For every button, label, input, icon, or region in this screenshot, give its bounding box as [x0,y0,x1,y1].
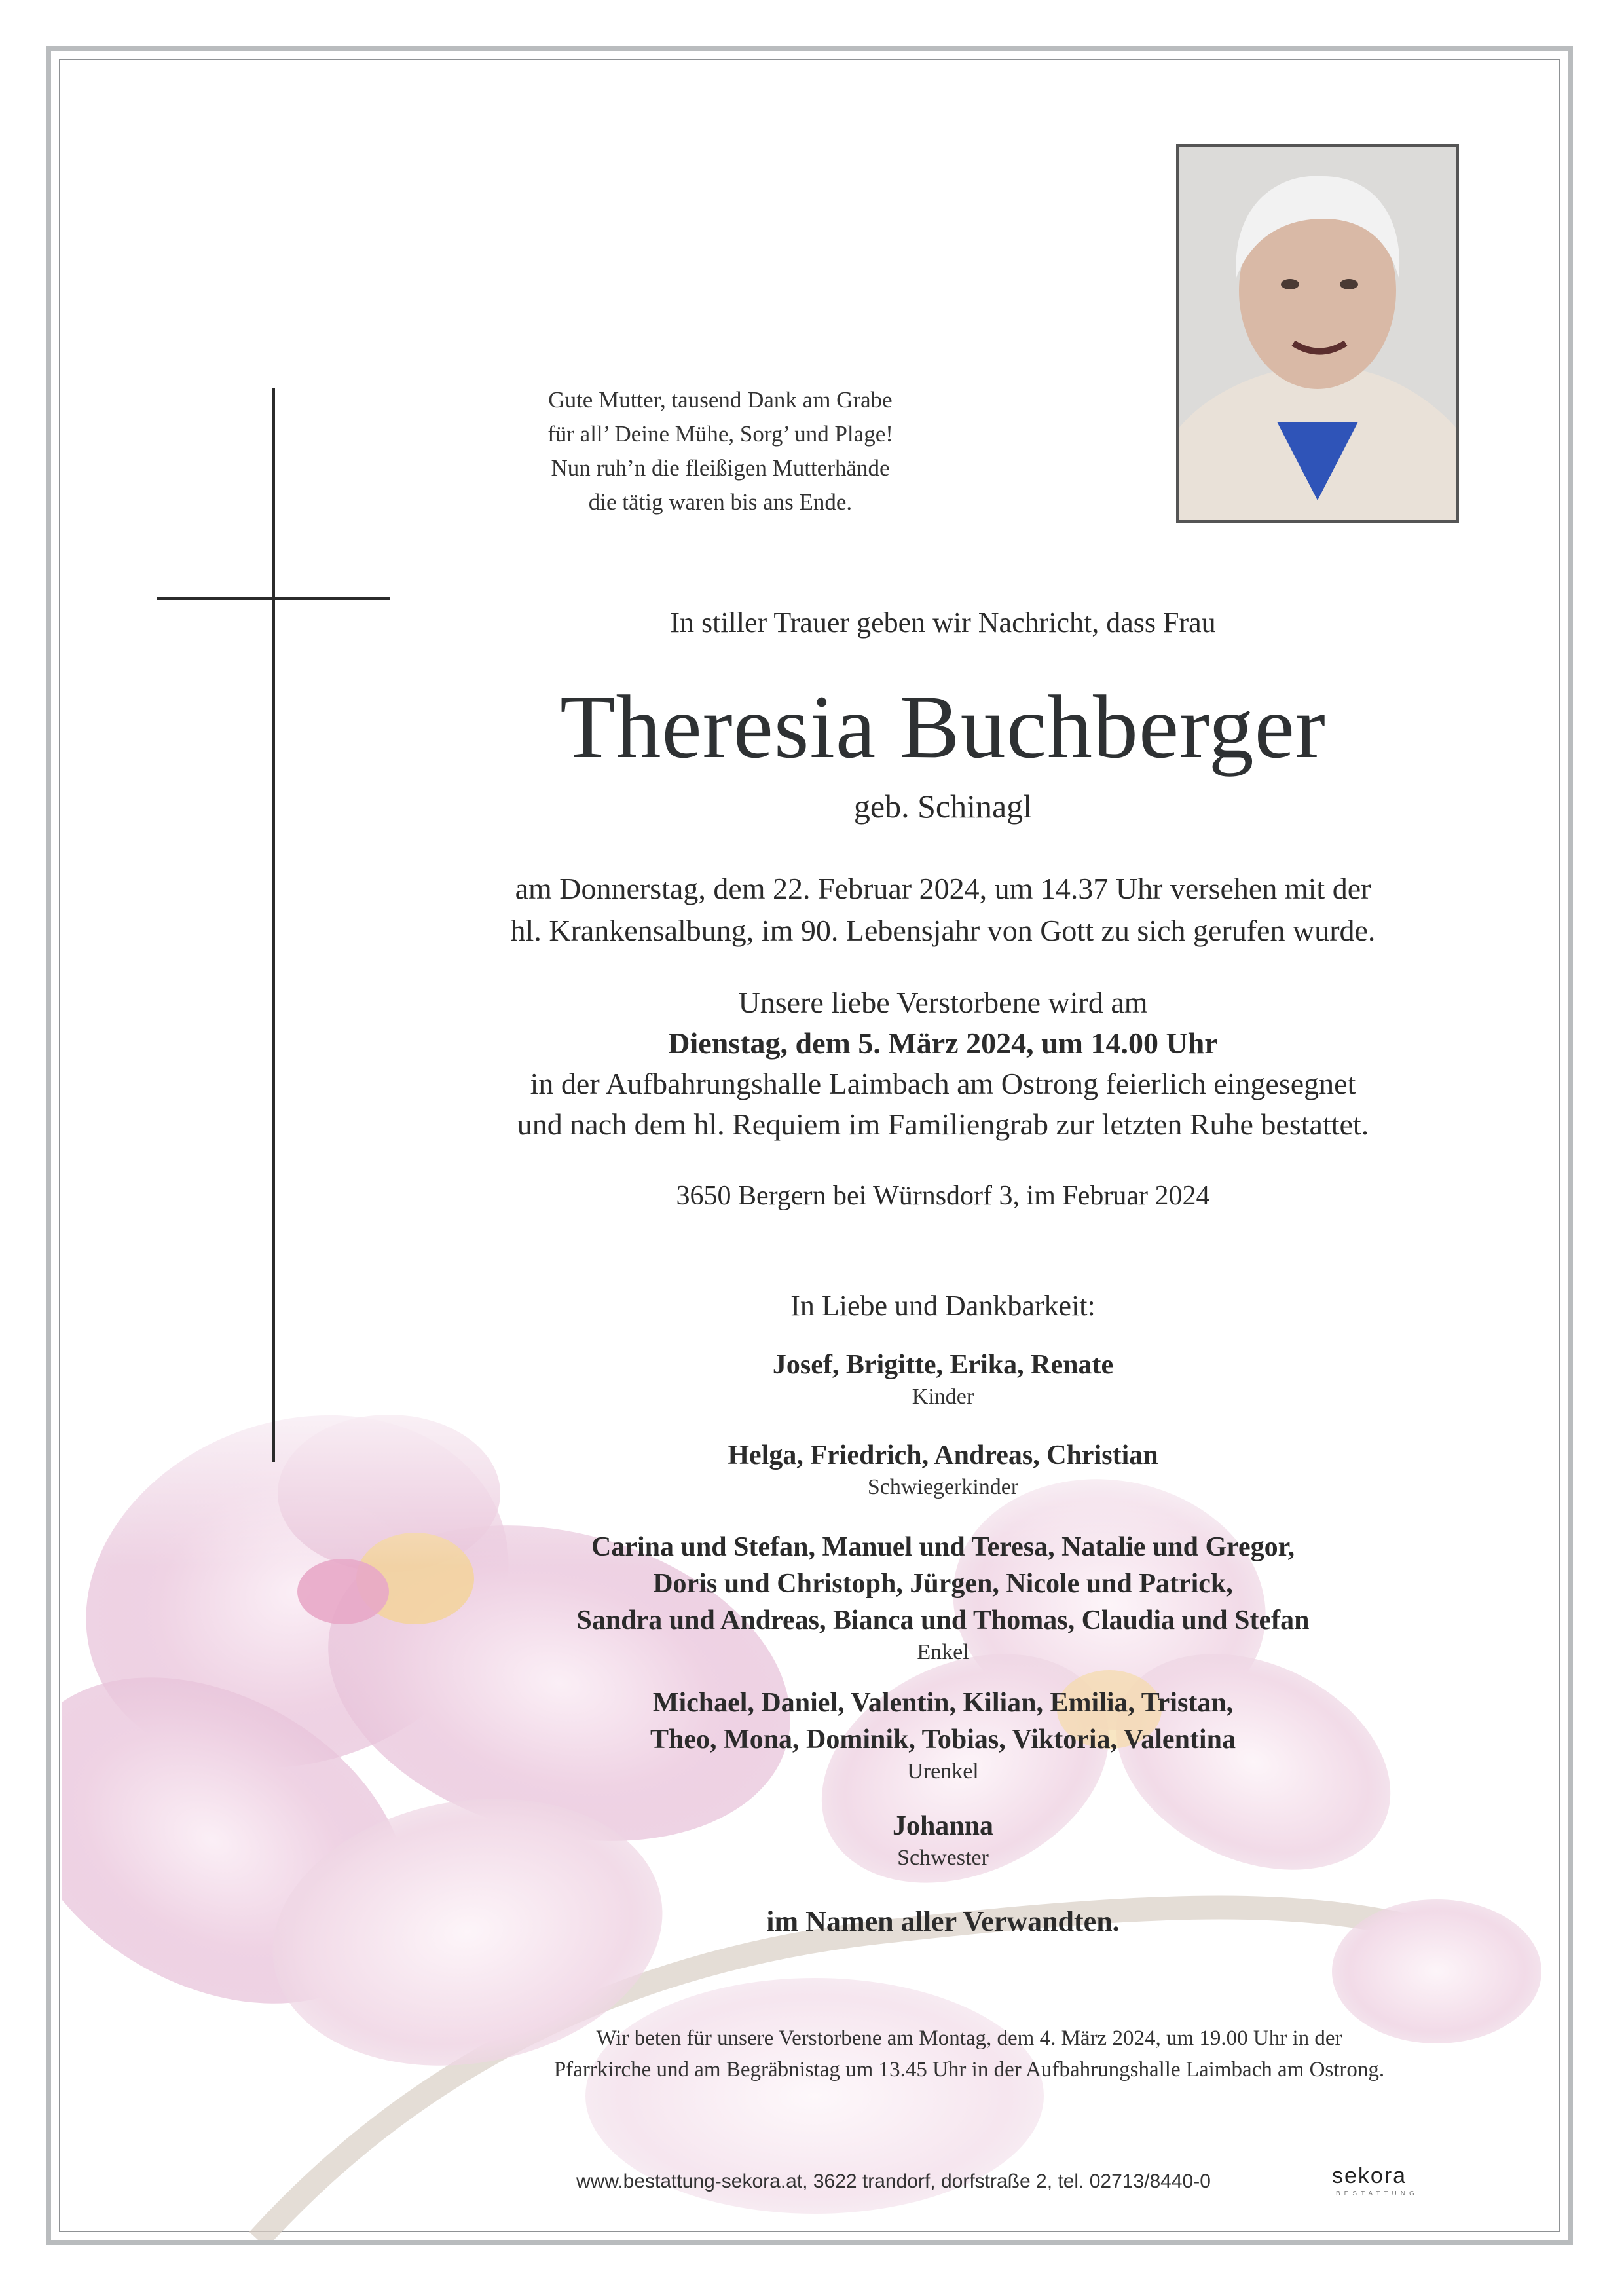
mourner-role: Kinder [912,1385,974,1409]
funeral-home-footer: www.bestattung-sekora.at, 3622 trandorf, dorfstraße 2, tel. 02713/8440-0 [576,2171,1211,2192]
prayer-notice [458,2023,1480,2085]
prayer-line: Wir beten für unsere Verstorbene am Montag, dem 4. März 2024, um 19.00 Uhr in der [596,2026,1342,2050]
mourner-group-children [393,1347,1493,1411]
death-text-line: am Donnerstag, dem 22. Februar 2024, um 14.37 Uhr versehen mit der [515,872,1371,905]
mourner-role: Schwiegerkinder [867,1475,1019,1499]
closing-line: im Namen aller Verwandten. [766,1905,1120,1937]
poem-line: Gute Mutter, tausend Dank am Grabe [548,387,893,413]
mourner-group-sister [393,1808,1493,1872]
mourner-names: Josef, Brigitte, Erika, Renate [772,1350,1114,1380]
death-announcement [393,868,1493,952]
mourner-names: Doris und Christoph, Jürgen, Nicole und Patrick, [653,1569,1233,1599]
death-text-line: hl. Krankensalbung, im 90. Lebensjahr von Gott zu sich gerufen wurde. [510,914,1376,947]
poem-line: die tätig waren bis ans Ende. [588,489,853,515]
mourner-role: Schwester [897,1846,989,1870]
mourner-names: Sandra und Andreas, Bianca und Thomas, Claudia und Stefan [576,1605,1310,1635]
mourner-names: Theo, Mona, Dominik, Tobias, Viktoria, Valentina [650,1725,1236,1755]
thanks-heading: In Liebe und Dankbarkeit: [790,1290,1096,1322]
cross-horizontal-bar [157,597,390,600]
place-and-date: 3650 Bergern bei Würnsdorf 3, im Februar 2024 [676,1181,1210,1211]
portrait-photo [1176,144,1459,523]
mourner-group-great-grandchildren [393,1685,1493,1785]
funeral-line: in der Aufbahrungshalle Laimbach am Ostrong feierlich eingesegnet [530,1067,1356,1100]
intro-text: In stiller Trauer geben wir Nachricht, dass Frau [670,606,1216,639]
mourner-role: Urenkel [907,1759,979,1783]
mourner-names: Johanna [892,1811,994,1841]
deceased-name: Theresia Buchberger [560,677,1326,777]
prayer-line: Pfarrkirche und am Begräbnistag um 13.45 Uhr in der Aufbahrungshalle Laimbach am Ostrong. [553,2058,1385,2081]
funeral-line: und nach dem hl. Requiem im Familiengrab zur letzten Ruhe bestattet. [517,1108,1369,1141]
birth-name: geb. Schinagl [853,788,1033,825]
mourner-group-grandchildren [393,1529,1493,1666]
mourner-names: Michael, Daniel, Valentin, Kilian, Emilia, Tristan, [652,1688,1234,1718]
cross-vertical-bar [272,388,275,1462]
sekora-logo: sekora [1332,2163,1407,2188]
funeral-date: Dienstag, dem 5. März 2024, um 14.00 Uhr [668,1026,1218,1060]
funeral-details [393,982,1493,1145]
sekora-logo-subtitle: BESTATTUNG [1336,2190,1418,2197]
funeral-line: Unsere liebe Verstorbene wird am [738,986,1148,1019]
mourner-role: Enkel [917,1640,969,1664]
poem-line: für all’ Deine Mühe, Sorg’ und Plage! [547,421,893,447]
mourner-group-children-in-law [393,1437,1493,1501]
poem-line: Nun ruh’n die fleißigen Mutterhände [551,455,890,481]
mourner-names: Carina und Stefan, Manuel und Teresa, Natalie und Gregor, [591,1532,1295,1562]
mourner-names: Helga, Friedrich, Andreas, Christian [728,1440,1158,1470]
poem [458,383,982,519]
